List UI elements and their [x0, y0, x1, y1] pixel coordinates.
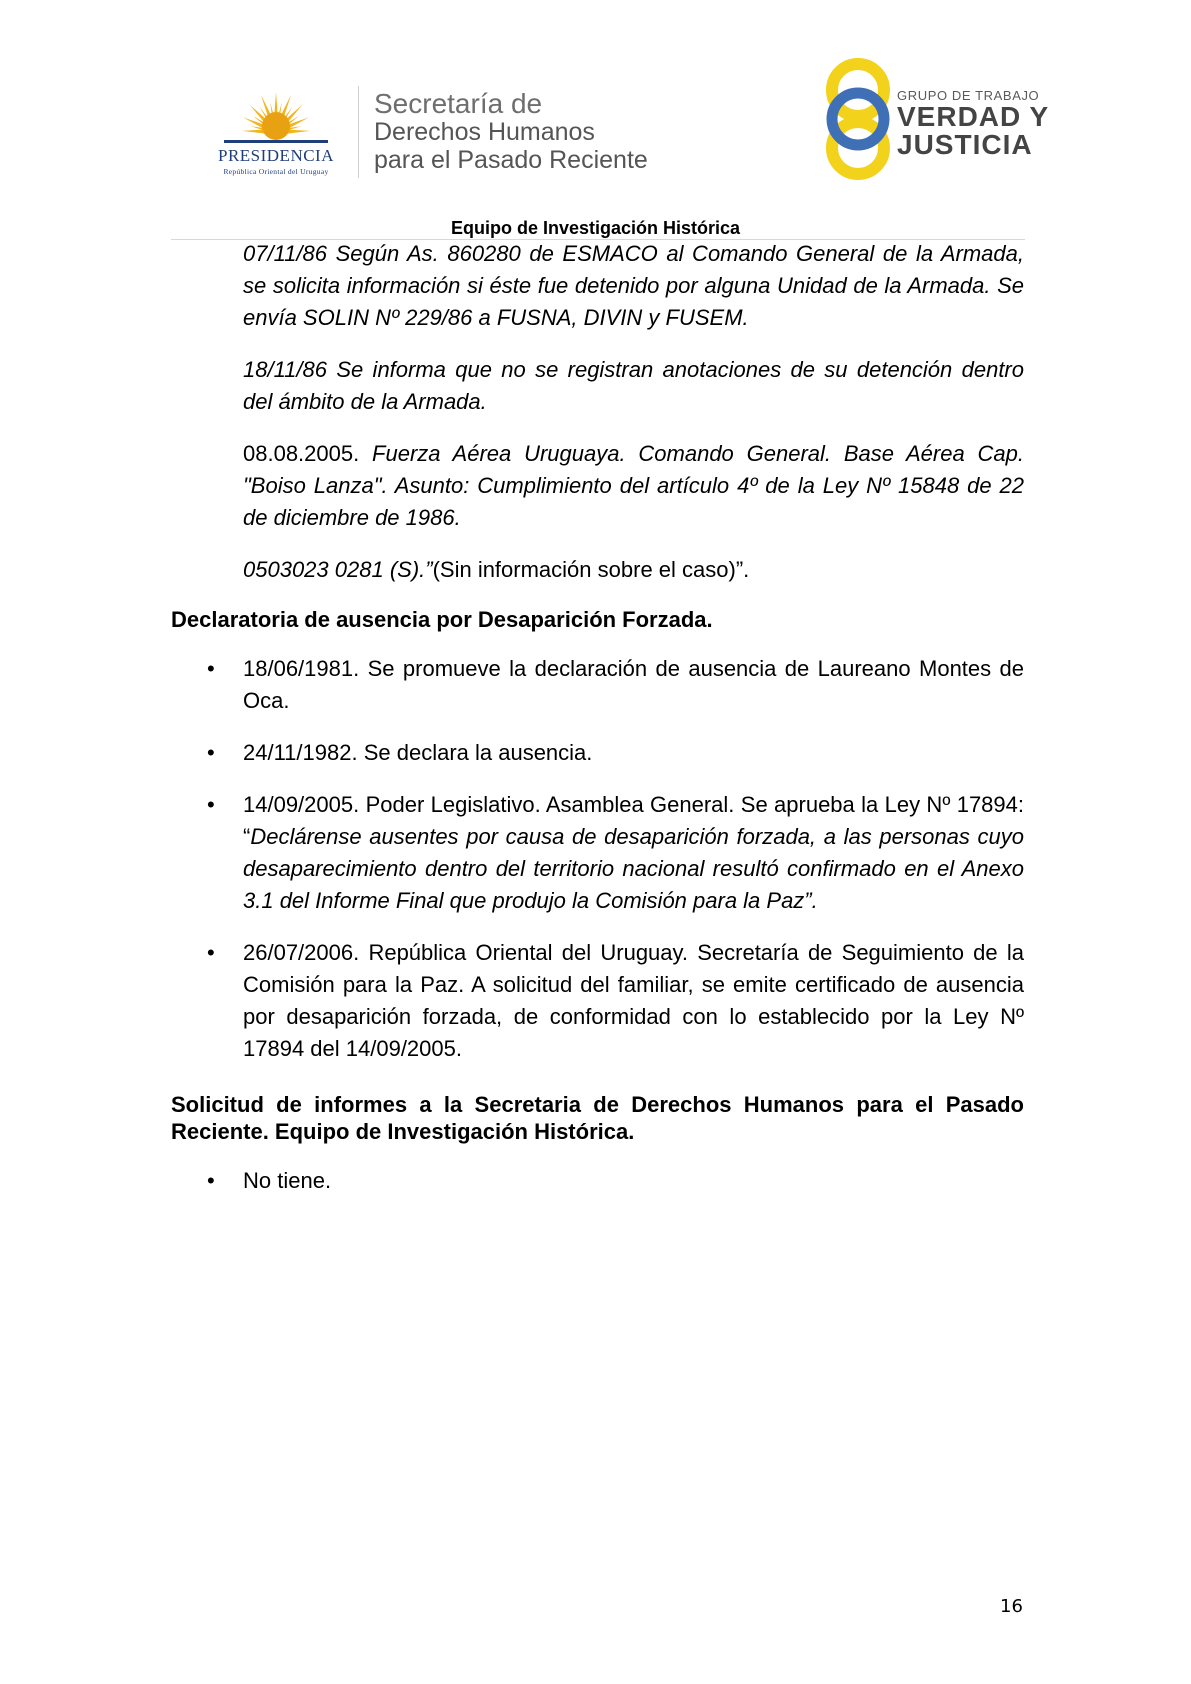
- presidencia-name: PRESIDENCIA: [217, 146, 334, 165]
- presidencia-subtitle: República Oriental del Uruguay: [223, 167, 329, 176]
- list-item: [207, 789, 1024, 917]
- verdad-justicia-wordmark: [897, 88, 1049, 159]
- presidencia-wordmark: [198, 146, 354, 176]
- paragraph-4: [243, 554, 1024, 586]
- section-heading-solicitud: Solicitud de informes a la Secretaria de Derechos Humanos para el Pasado Reciente. Equipo de Investigación Histórica.: [171, 1092, 1024, 1144]
- vyj-line-2: VERDAD Y: [897, 101, 1050, 132]
- vyj-line-3: JUSTICIA: [897, 129, 1033, 160]
- declaratoria-list: [171, 653, 1024, 1065]
- paragraph-1: 07/11/86 Según As. 860280 de ESMACO al Comando General de la Armada, se solicita información si éste fue detenido por alguna Unidad de la Armada. Se envía SOLIN Nº 229/86 a FUSNA, DIVIN y FUSEM.: [243, 241, 1024, 330]
- list-item: [207, 937, 1024, 1065]
- list-item-quote: Declárense ausentes por causa de desaparición forzada, a las personas cuyo desaparecimiento dentro del territorio nacional resultó confirmado en el Anexo 3.1 del Informe Final que produjo la Comisión para la Paz”.: [243, 824, 1024, 913]
- bullet-icon: •: [207, 940, 215, 965]
- secretaria-line-1: Secretaría de: [374, 88, 543, 119]
- list-item-text: 18/06/1981. Se promueve la declaración de ausencia de Laureano Montes de Oca.: [243, 656, 1024, 713]
- list-item: [207, 653, 1024, 717]
- secretaria-wordmark: [374, 90, 648, 174]
- section-heading-declaratoria: Declaratoria de ausencia por Desaparición Forzada.: [171, 607, 713, 632]
- paragraph-3-text: Fuerza Aérea Uruguaya. Comando General. Base Aérea Cap. "Boiso Lanza". Asunto: Cumplimiento del artículo 4º de la Ley Nº 15848 de 22 de diciembre de 1986.: [243, 441, 1024, 530]
- list-item-lead: 14/09/2005. Poder Legislativo. Asamblea General. Se aprueba la Ley Nº 17894: “: [243, 792, 1024, 849]
- list-item: [207, 737, 1024, 769]
- document-body: [171, 238, 1024, 1217]
- page-header: [0, 0, 1191, 240]
- vyj-line-1: GRUPO DE TRABAJO: [897, 88, 1040, 103]
- bullet-icon: •: [207, 740, 215, 765]
- bullet-icon: •: [207, 656, 215, 681]
- paragraph-3-date: 08.08.2005.: [243, 441, 360, 466]
- paragraph-4-text: (Sin información sobre el caso)”.: [432, 557, 750, 582]
- list-item-text: No tiene.: [243, 1168, 332, 1193]
- paragraph-2: 18/11/86 Se informa que no se registran anotaciones de su detención dentro del ámbito de la Armada.: [243, 357, 1024, 414]
- bullet-icon: •: [207, 1168, 215, 1193]
- verdad-justicia-rings-icon: [820, 56, 896, 182]
- bullet-icon: •: [207, 792, 215, 817]
- secretaria-line-3: para el Pasado Reciente: [374, 146, 648, 174]
- list-item-text: 26/07/2006. República Oriental del Uruguay. Secretaría de Seguimiento de la Comisión para la Paz. A solicitud del familiar, se emite certificado de ausencia por desaparición forzada, de conformidad con lo establecido por la Ley Nº 17894 del 14/09/2005.: [243, 940, 1024, 1061]
- header-title: Equipo de Investigación Histórica: [450, 218, 741, 238]
- secretaria-line-2: Derechos Humanos: [374, 118, 595, 146]
- list-item: [207, 1165, 1024, 1197]
- indented-block: [243, 238, 1024, 586]
- logo-divider: [358, 86, 359, 178]
- solicitud-list: [171, 1165, 1024, 1197]
- list-item-text: 24/11/1982. Se declara la ausencia.: [243, 740, 593, 765]
- page-number: 16: [1000, 1596, 1023, 1617]
- paragraph-4-code: 0503023 0281 (S).”: [243, 557, 433, 582]
- paragraph-3: [243, 438, 1024, 534]
